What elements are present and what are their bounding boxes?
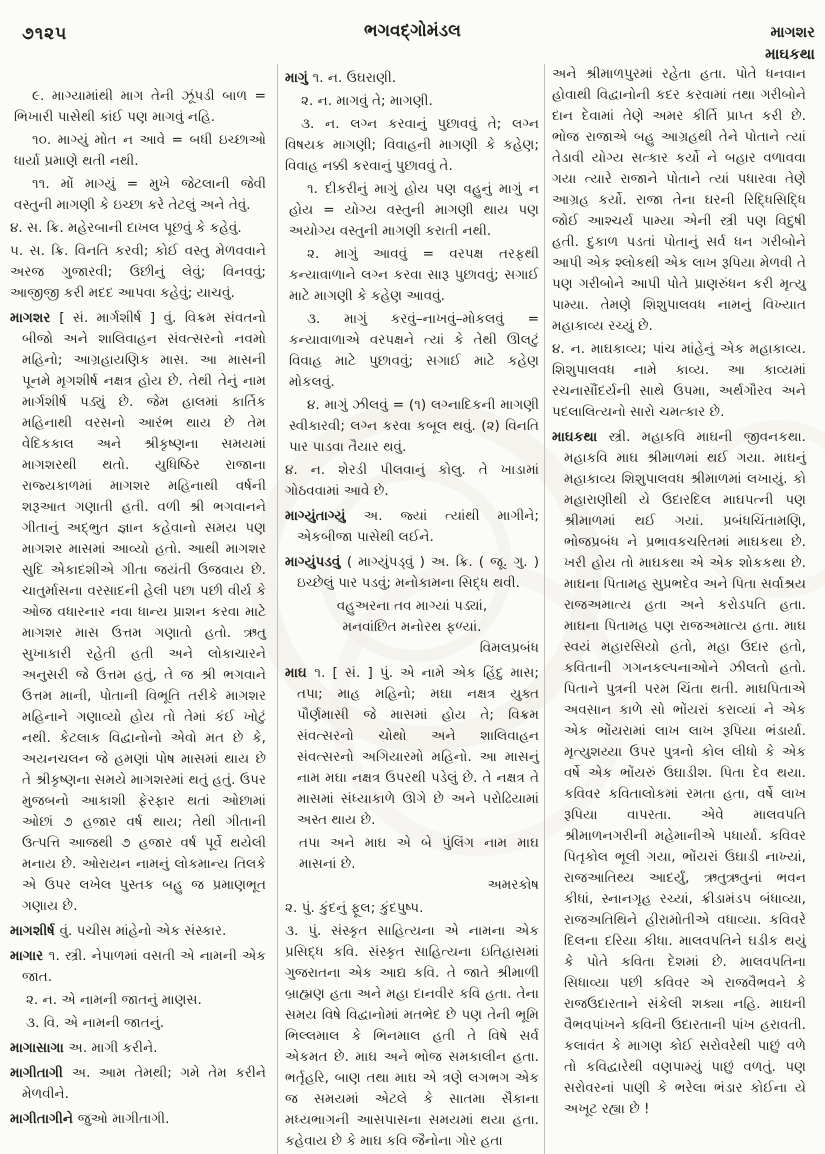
- dictionary-entry: માગશીર્ષ વું. પચીસ માંહેનો એક સંસ્કાર.: [10, 923, 227, 939]
- guide-word-first: માગશર: [770, 23, 815, 41]
- entry-headword: માગું: [285, 70, 313, 86]
- dictionary-paragraph: ૩. પું. સંસ્કૃત સાહિત્યના એ નામના એક પ્રસિદ્ધ કવિ. સંસ્કૃત સાહિત્યના ઇતિહાસમાં ગુજરાતના એક આદ્ય કવિ. તે જાતે શ્રીમાળી બ્રાહ્મણ હતા અને મહા દાનવીર કવિ હતા. તેના સમય વિષે વિદ્વાનોમાં મતભેદ છે પણ તેની ભૂમિ ભિલ્લમાલ કે ભિનમાલ હતી તે વિષે સર્વ એકમત છે. માઘ અને ભોજ સમકાલીન હતા. ભર્તૃહરિ, બાણ તથા માઘ એ ત્રણે લગભગ એક જ સમયમાં એટલે કે સાતમા સૈકાના મધ્યભાગની આસપાસના સમયમાં થયા હતા. કહેવાય છે કે માઘ કવિ જૈનોના ગોર હતા: [285, 923, 539, 1149]
- page-header: [0, 0, 825, 64]
- verse-line: મનવાંછિત મનોરથ ફળ્યાં.: [342, 619, 482, 635]
- dictionary-paragraph: [285, 596, 539, 659]
- dictionary-paragraph: ૪. સ. ક્રિ. મહેરબાની દાખલ પૂછવું કે કહેવું.: [10, 220, 242, 236]
- dictionary-entry: માગીતાગીને જુઓ માગીતાગી.: [10, 1111, 170, 1127]
- dictionary-paragraph: ૨. માગું આવવું = વરપક્ષ તરફથી કન્યાવાળાને લગ્ન કરવા સારૂ પુછાવવું; સગાઈ માટે માગણી કે કહેણ આવવું.: [289, 246, 539, 304]
- dictionary-paragraph: ૨. પું. કુંદનું ફૂલ; કુંદપુષ્પ.: [285, 900, 424, 916]
- dictionary-entry: માગ્યુંપડવું ( માગ્યુંપડ્વું ) અ. ક્રિ. ( જૂ. ગુ. ) ઇચ્છેલું પાર પડવું; મનોકામના સિદ્ધ થવી.: [285, 554, 539, 591]
- entry-headword: માગાસાગા: [10, 1040, 69, 1056]
- dictionary-entry: માગાસાગા અ. માગી કરીને.: [10, 1040, 158, 1056]
- page-title: ભગવદ્ગોમંડલ: [364, 21, 461, 41]
- entry-headword: માગશર: [10, 310, 60, 326]
- columns: [0, 64, 825, 1154]
- dictionary-paragraph: ૪. ન. માઘકાવ્ય; પાંચ માંહેનું એક મહાકાવ્ય. શિશુપાલવધ નામે કાવ્ય. આ કાવ્યમાં રચનાસૌંદર્યની સાથે ઉપમા, અર્થગૌરવ અને પદલાલિત્યનો સારો ચમત્કાર છે.: [552, 341, 806, 420]
- dictionary-entry: માગ્યુંતાગ્યું અ. જ્યાં ત્યાંથી માગીને; એકબીજા પાસેથી લઈને.: [285, 508, 539, 545]
- entry-headword: માગીતાગી: [10, 1065, 72, 1081]
- entry-headword: માગશીર્ષ: [10, 923, 60, 939]
- guide-words: [765, 21, 815, 65]
- dictionary-paragraph: ૯. માગ્યામાંથી માગ તેની ઝૂંપડી બાળ = ભિખારી પાસેથી કાંઈ પણ માગવું નહિ.: [14, 88, 266, 125]
- dictionary-paragraph: ૧૧. મોં માગ્યું = મુખે જેટલાની જેવી વસ્તુની માગણી કે ઇચ્છા કરે તેટલું અને તેવું.: [14, 176, 266, 213]
- citation-source: અમરકોષ: [487, 877, 539, 893]
- dictionary-entry: માઘ ૧. [ સં. ] પું. એ નામે એક હિંદુ માસ; તપા; માહ મહિનો; મઘા નક્ષત્ર યુક્ત પૌર્ણમાસી જે માસમાં હોય તે; વિક્રમ સંવત્સરનો ચોથો અને શાલિવાહન સંવત્સરનો અગિયારમો મહિનો. આ માસનું નામ મઘા નક્ષત્ર ઉપરથી પડેલું છે. તે નક્ષત્ર તે માસમાં સંધ્યાકાળે ઊગે છે અને પરોઢિયામાં અસ્ત થાય છે.: [285, 665, 539, 828]
- text-column-2: [277, 64, 539, 1154]
- dictionary-entry: માગાર ૧. સ્ત્રી. નેપાળમાં વસતી એ નામની એક જાત.: [10, 948, 266, 985]
- text-column-1: [10, 64, 272, 1154]
- dictionary-paragraph: તપા અને માઘ એ બે પુંલિંગ નામ માઘ માસનાં છે. અમરકોષ: [299, 833, 539, 896]
- text-column-3: [544, 64, 806, 1154]
- entry-headword: માગ્યુંતાગ્યું: [285, 508, 364, 524]
- dictionary-entry: માગશર [ સં. માર્ગશીર્ષ ] વું. વિક્રમ સંવતનો બીજો અને શાલિવાહન સંવત્સરનો નવમો મહિનો; આગ્રહાયણિક માસ. આ માસની પૂનમે મૃગશીર્ષ નક્ષત્ર હોય છે. તેથી તેનું નામ માર્ગશીર્ષ પડ્યું છે. જેમ હાલમાં કાર્તિક મહિનાથી વરસનો આરંભ થાય છે તેમ વેદિકકાલ અને શ્રીકૃષ્ણના સમયમાં માગશરથી થતો. યુધિષ્ઠિર રાજાના રાજ્યકાળમાં માગશર મહિનાથી વર્ષની શરૂઆત ગણાતી હતી. વળી શ્રી ભગવાનને ગીતાનું અદ્ભુત જ્ઞાન કહેવાનો સમય પણ માગશર માસમાં આવ્યો હતો. આથી માગશર સુદિ એકાદશીએ ગીતા જયંતી ઉજવાય છે. ચાતુર્માસના વરસાદની હેલી પછા પછી વીર્ય કે ઓજ વધારનાર નવા ધાન્ય પ્રાશન કરવા માટે માગશર માસ ઉત્તમ ગણાતો હતો. ઋતુ સુખાકારી રહેતી હતી અને લોકાચારને અનુસરી જે ઉત્તમ હતું, તે જ શ્રી ભગવાને ઉત્તમ માની, પોતાની વિભૂતિ તરીકે માગશર મહિનાને ગણાવ્યો હોય તો તેમાં કંઈ ખોટું નથી. કેટલાક વિદ્વાનોનો એવો મત છે કે, અયનચલન જે હમણાં પોષ માસમાં થાય છે તે શ્રીકૃષ્ણના સમયે માગશરમાં થતું હતું. ઉપર મુજબનો આકાશી ફેરફાર થતાં ઓછામાં ઓછાં ૭ હજાર વર્ષ થાય; તેથી ગીતાની ઉત્પત્તિ આજથી ૭ હજાર વર્ષ પૂર્વે થયેલી મનાય છે. ઓરાયન નામનું લોકમાન્ય તિલકે એ ઉપર લખેલ પુસ્તક બહુ જ પ્રમાણભૂત ગણાય છે.: [10, 310, 267, 914]
- entry-headword: માગીતાગીને: [10, 1111, 78, 1127]
- dictionary-paragraph: ૧. દીકરીનું માગું હોય પણ વહુનું માગું ન હોય = યોગ્ય વસ્તુની માગણી થાય પણ અયોગ્ય વસ્તુની માગણી કરાતી નથી.: [289, 181, 539, 239]
- dictionary-entry: માઘકથા સ્ત્રી. મહાકવિ માઘની જીવનકથા. મહાકવિ માઘ શ્રીમાળમાં થઈ ગયા. માઘનું મહાકાવ્ય શિશુપાલવધ શ્રીમાળમાં લખાયું. કો મહારાણીથી યે ઉદારદિલ માઘપત્ની પણ શ્રીમાળમાં થઈ ગયાં. પ્રબંધચિંતામણિ, ભોજપ્રબંધ ને પ્રભાવકચરિતમાં માઘકથા છે. ખરી હોય તો માઘકથા એ એક શોકકથા છે. માઘના પિતામહ સુપ્રભદેવ અને પિતા સર્વાશ્રય રાજઅમાત્ય હતા અને કરોડપતિ હતા. માઘના પિતામહ પણ રાજઅમાત્ય હતા. માઘ સ્વયં મહારસિયો હતો, મહા ઉદાર હતો, કવિતાની ગગનકલ્પનાઓને ઝીલતો હતો. પિતાને પુત્રની પરમ ચિંતા થતી. માઘપિતાએ અવસાન કાળે સો ભોંયરાં કરાવ્યાં ને એક એક ભોંયરામાં લાખ લાખ રૂપિયા ભંડાર્યા. મૃત્યુશય્યા ઉપર પુત્રનો કોલ લીધો કે એક વર્ષે એક ભોંયરું ઉઘાડીશ. પિતા દેવ થયા. કવિવર કવિતાલોકમાં રમતા હતા, વર્ષે લાખ રૂપિયા વાપરતા. એવે માલવપતિ શ્રીમાળનગરીની મહેમાનીએ પધાર્યા. કવિવર પિતૃકોલ ભૂલી ગયા, ભોંયરાં ઉઘાડી નાખ્યાં, રાજઆતિથ્ય આદર્યું, ઋતુઋતુનાં ભવન કીધાં, સ્નાનગૃહ રચ્યાં, ક્રીડામંડપ બંધાવ્યા, રાજઅતિથિને હીરામોતીએ વધાવ્યા. કવિવરે દિલના દરિયા કીધા. માલવપતિને ઘડીક થયું કે પોતે કવિતા દેશમાં છે. માલવપતિના સિધાવ્યા પછી કવિવર એ રાજવૈભવને કે રાજઉદારતાને સંકેલી શક્યા નહિ. માઘની વૈભવપાંખને કવિની ઉદારતાની પાંખ હરાવતી. કલાવંત કે માગણ કોઈ સરોવરેથી પાછું વળે તો કવિદ્વારેથી વણપામ્યું પાછું વળતું. પણ સરોવરનાં પાણી કે ભરેલા ભંડાર કોઈના યે અખૂટ રહ્યા છે !: [552, 429, 806, 1117]
- dictionary-paragraph: ૧૦. માગ્યું મોત ન આવે = બધી ઇચ્છાઓ ધાર્યા પ્રમાણે થતી નથી.: [14, 132, 266, 169]
- entry-headword: માઘ: [285, 665, 315, 681]
- entry-headword: માઘકથા: [552, 429, 609, 445]
- dictionary-paragraph: ૩. વિ. એ નામની જાતનું.: [26, 1015, 165, 1031]
- page-number: ૭૧૨૫: [22, 24, 68, 44]
- dictionary-paragraph: ૨. ન. એ નામની જાતનું માણસ.: [26, 992, 202, 1008]
- citation-source: વિમલપ્રબંધ: [479, 640, 539, 656]
- dictionary-paragraph: ૪. માગું ઝીલવું = (૧) લગ્નાદિકની માગણી સ્વીકારવી; લગ્ન કરવા કબૂલ થવું. (૨) વિનતિ પાર પાડવા તૈયાર થવું.: [289, 397, 539, 455]
- dictionary-entry: માગીતાગી અ. આમ તેમથી; ગમે તેમ કરીને મેળવીને.: [10, 1065, 266, 1102]
- dictionary-paragraph: ૨. ન. માગવું તે; માગણી.: [301, 93, 433, 109]
- entry-headword: માગ્યુંપડવું: [285, 554, 347, 570]
- verse-line: વહુઅરના તવ માગ્યાં પડ્યાં,: [336, 598, 488, 614]
- dictionary-paragraph: ૫. સ. ક્રિ. વિનતિ કરવી; કોઈ વસ્તુ મેળવવાને અરજ ગુજારવી; ઉછીનું લેવું; વિનવવું; આજીજી કરી મદદ આપવા કહેવું; યાચવું.: [10, 243, 266, 301]
- dictionary-paragraph: ૩. ન. લગ્ન કરવાનું પુછાવવું તે; લગ્ન વિષયક માગણી; વિવાહની માગણી કે કહેણ; વિવાહ નક્કી કરવાનું પુછાવવું તે.: [285, 116, 539, 174]
- dictionary-entry: માગું ૧. ન. ઉઘરાણી.: [285, 70, 397, 86]
- entry-headword: માગાર: [10, 948, 49, 964]
- dictionary-paragraph: ૩. માગું કરવું–નાખવું–મોકલવું = કન્યાવાળાએ વરપક્ષને ત્યાં કે તેથી ઊલટું વિવાહ માટે પુછાવવું; સગાઈ માટે કહેણ મોકલવું.: [289, 311, 539, 390]
- dictionary-paragraph: અને શ્રીમાળપુરમાં રહેતા હતા. પોતે ધનવાન હોવાથી વિદ્વાનોની કદર કરવામાં તથા ગરીબોને દાન દેવામાં તેણે અમર કીર્તિ પ્રાપ્ત કરી છે. ભોજ રાજાએ બહુ આગ્રહથી તેને પોતાને ત્યાં તેડાવી યોગ્ય સત્કાર કર્યો ને બહાર વળાવવા ગયા ત્યારે રાજાને પોતાને ત્યાં પધારવા તેણે આગ્રહ કર્યો. રાજા તેના ઘરની રિદ્ધિસિદ્ધિ જોઈ આશ્ચર્ય પામ્યા એની સ્ત્રી પણ વિદુષી હતી. દુકાળ પડતાં પોતાનું સર્વ ધન ગરીબોને આપી એક શ્લોકથી એક લાખ રૂપિયા મેળવી તે પણ ગરીબોને આપી પોતે પ્રાણરુંધન કરી મૃત્યુ પામ્યા. તેમણે શિશુપાલવધ નામનું વિખ્યાત મહાકાવ્ય રચ્યું છે.: [552, 66, 806, 334]
- guide-word-last: માઘકથા: [765, 45, 815, 63]
- dictionary-paragraph: ૪. ન. શેરડી પીલવાનું કોલુ. તે ખાડામાં ગોઠવવામાં આવે છે.: [285, 462, 539, 499]
